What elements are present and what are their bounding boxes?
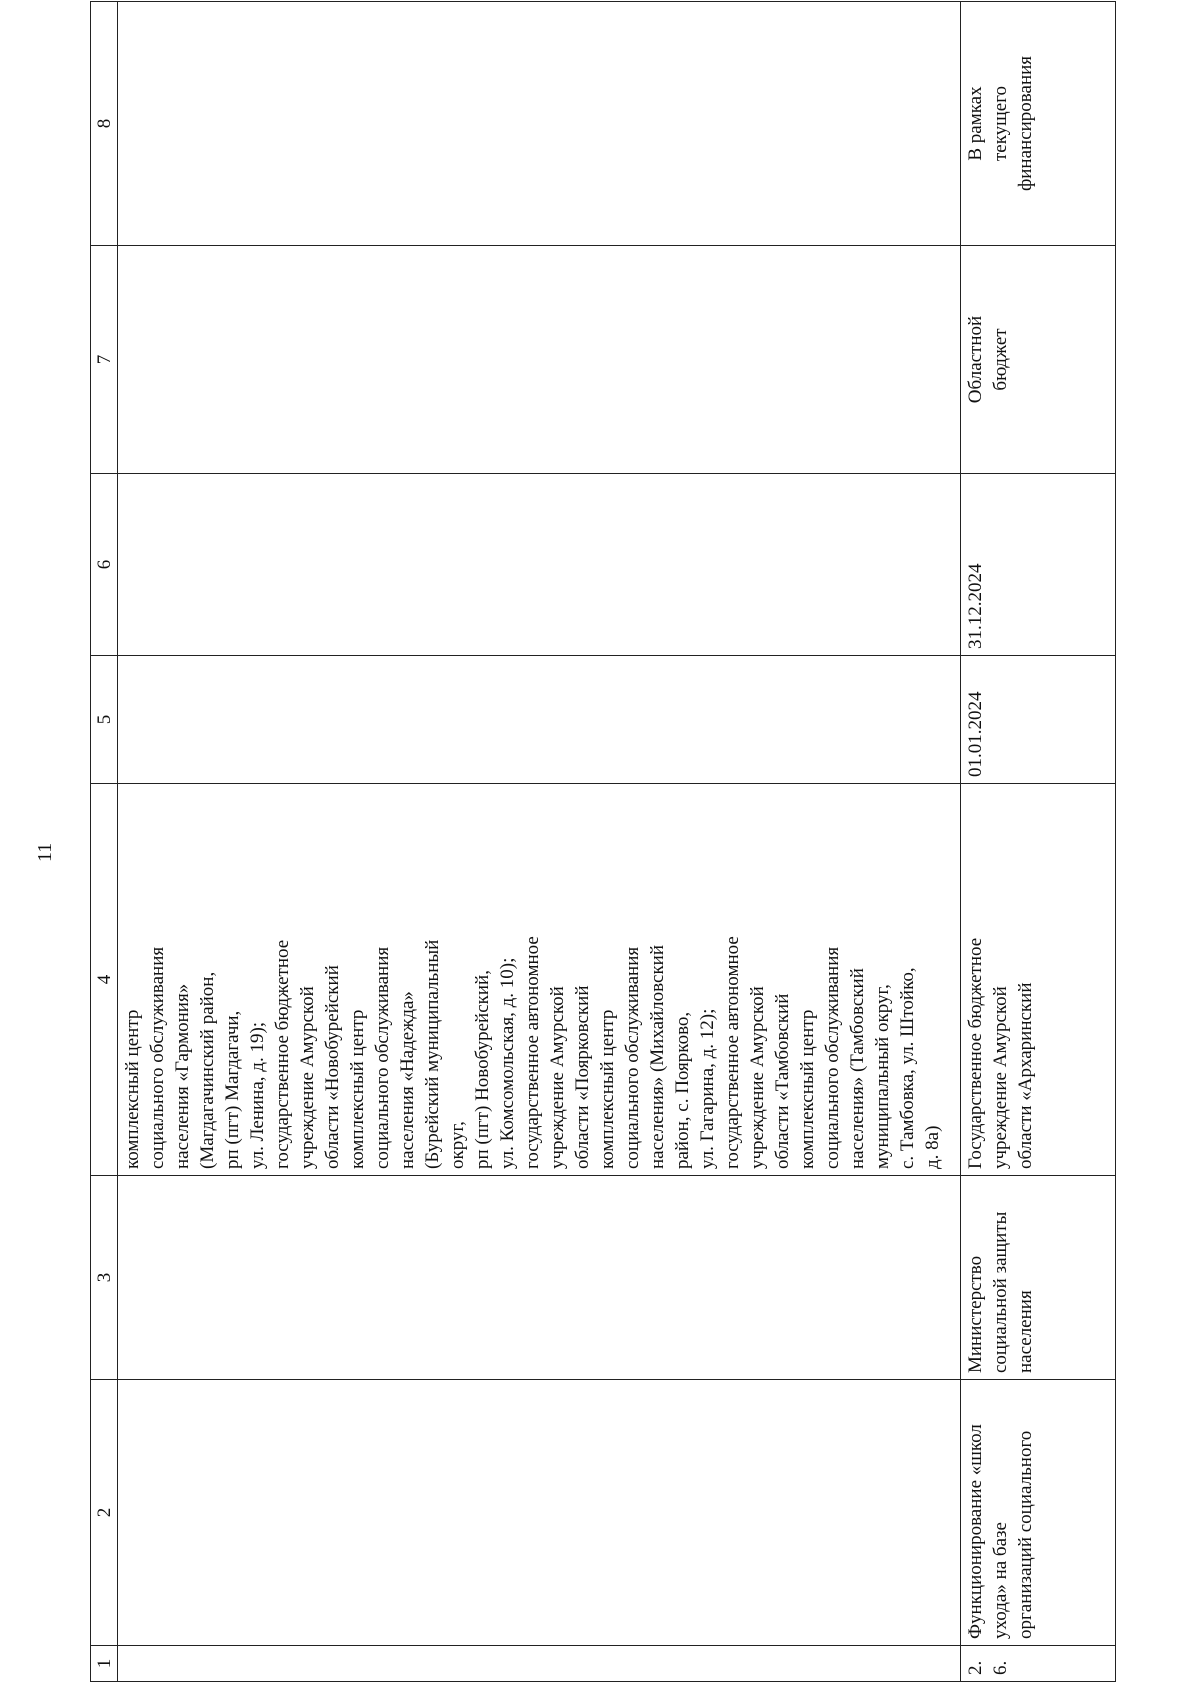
cell-source: Областной бюджет (961, 246, 1116, 474)
cell-end (118, 474, 961, 656)
table-header-row (91, 2, 118, 1682)
cell-num (118, 1646, 961, 1682)
cell-num: 2.6. (961, 1646, 1116, 1682)
cell-executors: Государственное бюджетное учреждение Амурской области «Архаринский (961, 784, 1116, 1176)
cell-event (118, 1380, 961, 1646)
column-header: 7 (91, 246, 118, 474)
column-header: 8 (91, 2, 118, 246)
rotated-table-wrapper (90, 2, 1130, 1682)
table-row (961, 2, 1116, 1682)
cell-financing (118, 2, 961, 246)
cell-responsible (118, 1176, 961, 1380)
cell-source (118, 246, 961, 474)
cell-executors: комплексный центр социального обслуживания населения «Гармония» (Магдагачинский район, рп (пгт) Магдагачи, ул. Ленина, д. 19); государственное бюджетное учреждение Амурской области «Новобурейский комплексный центр социального обслуживания населения «Надежда» (Бурейский муниципальный округ, рп (пгт) Новобурейский, ул. Комсомольская, д. 10); государственное автономное учреждение Амурской области «Поярковский комплексный центр социального обслуживания населения» (Михайловский район, с. Поярково, ул. Гагарина, д. 12); государственное автономное учреждение Амурской области «Тамбовский комплексный центр социального обслуживания населения» (Тамбовский муниципальный округ, с. Тамбовка, ул. Штойко, д. 8а) (118, 784, 961, 1176)
column-header: 5 (91, 656, 118, 784)
cell-event: Функционирование «школ ухода» на базе организаций социального (961, 1380, 1116, 1646)
cell-responsible: Министерство социальной защиты населения (961, 1176, 1116, 1380)
page-number: 11 (34, 842, 56, 862)
cell-financing: В рамках текущего финансирования (961, 2, 1116, 246)
cell-start: 01.01.2024 (961, 656, 1116, 784)
cell-end: 31.12.2024 (961, 474, 1116, 656)
column-header: 6 (91, 474, 118, 656)
table-row (118, 2, 961, 1682)
column-header: 4 (91, 784, 118, 1176)
column-header: 3 (91, 1176, 118, 1380)
cell-start (118, 656, 961, 784)
plan-table (90, 1, 1116, 1682)
column-header: 1 (91, 1646, 118, 1682)
column-header: 2 (91, 1380, 118, 1646)
